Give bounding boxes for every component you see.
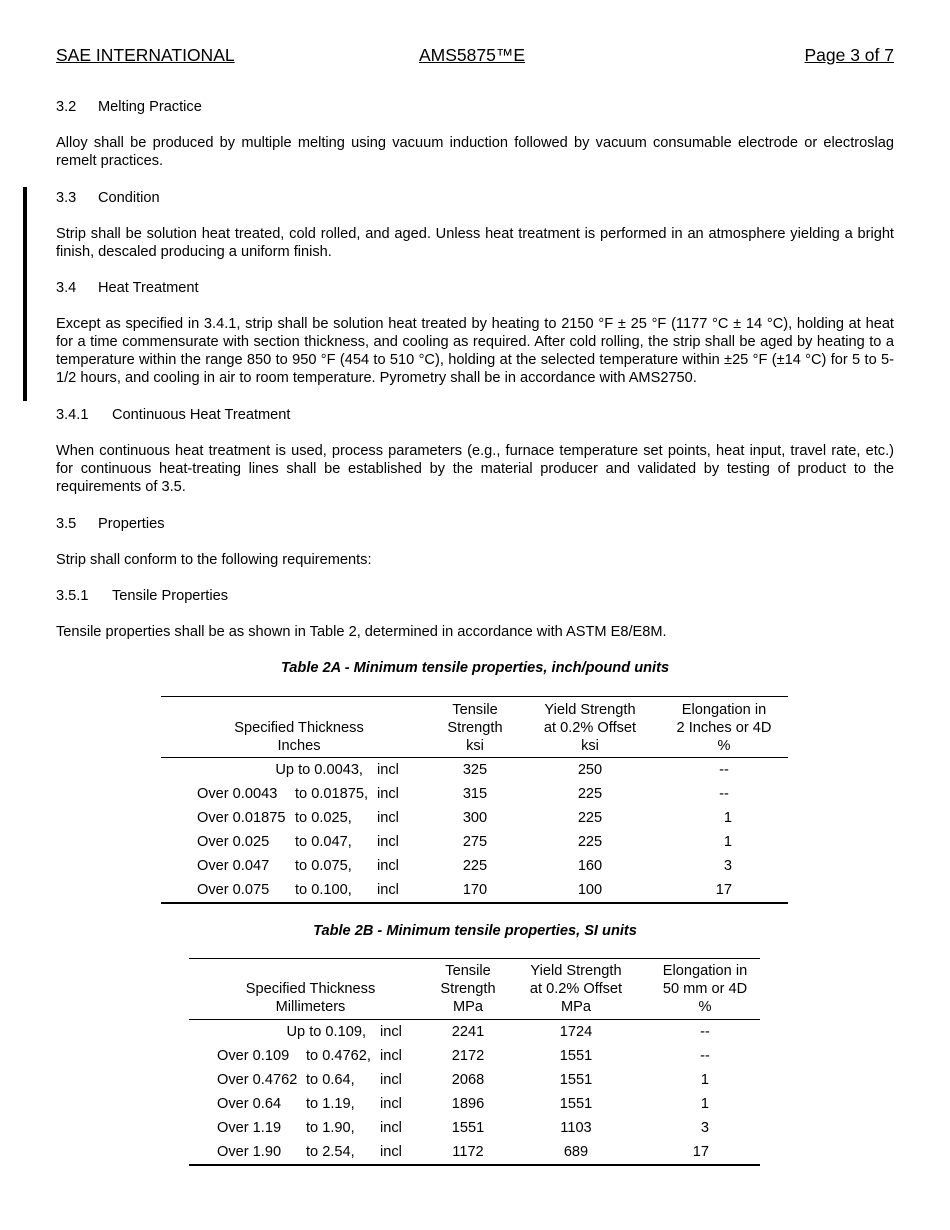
section-paragraph: Except as specified in 3.4.1, strip shall be solution heat treated by heating to 2150 °F ± 25 °F (1177 °C ± 14 °C), holding at heat for a time commensurate with section thickness, and cooling as required. After cold rolling, the strip shall be aged by heating to a temperature within the range 850 to 950 °F (454 to 510 °C), holding at the selected temperature within ±25 °F (±14 °C) for 5 to 5-1/2 hours, and cooling in air to room temperature. Pyrometry shall be in accordance with AMS2750.: [56, 316, 894, 386]
column-header: ksi: [581, 738, 599, 754]
section-number: 3.5.1: [56, 588, 89, 604]
thickness-incl: incl: [377, 762, 399, 778]
thickness-incl: incl: [377, 858, 399, 874]
column-header: Yield Strength: [544, 702, 636, 718]
section-number: 3.5: [56, 516, 77, 532]
thickness-to: to 0.01875,: [295, 786, 369, 802]
column-header: Strength: [440, 981, 496, 997]
table-caption: Table 2B - Minimum tensile properties, SI units: [313, 923, 637, 939]
yield-strength-cell: 100: [577, 882, 603, 898]
column-header: Elongation in: [662, 963, 748, 979]
elongation-cell: 1: [723, 834, 732, 850]
section-paragraph: Strip shall be solution heat treated, cold rolled, and aged. Unless heat treatment is performed in an atmosphere yielding a bright finish, descaled producing a uniform finish.: [56, 226, 894, 260]
thickness-to: to 0.64,: [306, 1072, 355, 1088]
section-paragraph: Alloy shall be produced by multiple melting using vacuum induction followed by vacuum consumable electrode or electroslag remelt practices.: [56, 135, 894, 169]
tensile-strength-cell: 275: [462, 834, 488, 850]
yield-strength-cell: 225: [577, 810, 603, 826]
section-heading: Tensile Properties: [112, 588, 228, 604]
column-header: Tensile: [445, 963, 491, 979]
section-heading: Condition: [98, 190, 160, 206]
yield-strength-cell: 1551: [559, 1072, 593, 1088]
column-header: %: [717, 738, 731, 754]
section-number: 3.4: [56, 280, 77, 296]
table-bottom-rule: [189, 1164, 760, 1166]
tensile-strength-cell: 1172: [452, 1144, 484, 1160]
thickness-from: Over 0.025: [197, 834, 270, 850]
thickness-from: Over 0.64: [217, 1096, 282, 1112]
column-header: Yield Strength: [530, 963, 622, 979]
elongation-cell: 1: [700, 1096, 709, 1112]
thickness-from: Over 0.01875: [197, 810, 286, 826]
column-header: Millimeters: [275, 999, 346, 1015]
thickness-from: Over 0.047: [197, 858, 270, 874]
thickness-from: Over 0.4762: [217, 1072, 298, 1088]
column-header: 50 mm or 4D: [662, 981, 748, 997]
yield-strength-cell: 1551: [559, 1048, 593, 1064]
thickness-incl: incl: [380, 1120, 402, 1136]
thickness-incl: incl: [380, 1072, 402, 1088]
table-caption: Table 2A - Minimum tensile properties, inch/pound units: [280, 660, 670, 676]
thickness-to: to 1.19,: [306, 1096, 355, 1112]
table-top-rule: [189, 958, 760, 959]
yield-strength-cell: 250: [577, 762, 603, 778]
thickness-from: Over 1.90: [217, 1144, 282, 1160]
header-org: SAE INTERNATIONAL: [56, 45, 235, 65]
section-heading: Properties: [98, 516, 165, 532]
table-header-rule: [189, 1019, 760, 1020]
section-number: 3.3: [56, 190, 77, 206]
column-header: Tensile: [452, 702, 498, 718]
section-paragraph: When continuous heat treatment is used, process parameters (e.g., furnace temperature set points, heat input, travel rate, etc.) for continuous heat-treating lines shall be established by the material producer and validated by testing of product to the requirements of 3.5.: [56, 443, 894, 495]
tensile-strength-cell: 2241: [451, 1024, 485, 1040]
section-paragraph: Tensile properties shall be as shown in Table 2, determined in accordance with ASTM E8/E8M.: [56, 624, 667, 640]
section-number: 3.4.1: [56, 407, 89, 423]
header-doc-id: AMS5875™E: [419, 45, 526, 65]
section-heading: Melting Practice: [98, 99, 202, 115]
elongation-cell: 3: [723, 858, 732, 874]
thickness-to: to 0.4762,: [306, 1048, 371, 1064]
yield-strength-cell: 1724: [559, 1024, 593, 1040]
thickness-from: Over 0.0043: [197, 786, 278, 802]
column-header: MPa: [560, 999, 591, 1015]
column-header: at 0.2% Offset: [529, 981, 623, 997]
thickness-incl: incl: [380, 1024, 402, 1040]
section-heading: Heat Treatment: [98, 280, 199, 296]
thickness-to: to 0.100,: [295, 882, 352, 898]
elongation-cell: 17: [692, 1144, 709, 1160]
tensile-strength-cell: 1551: [451, 1120, 485, 1136]
elongation-cell: --: [719, 786, 729, 802]
yield-strength-cell: 689: [563, 1144, 589, 1160]
elongation-cell: 1: [700, 1072, 709, 1088]
header-page-number: Page 3 of 7: [804, 45, 894, 65]
elongation-cell: --: [700, 1024, 710, 1040]
thickness-to: to 0.075,: [295, 858, 352, 874]
thickness-to: to 1.90,: [306, 1120, 355, 1136]
section-paragraph: Strip shall conform to the following requirements:: [56, 552, 372, 568]
thickness-to: Up to 0.109,: [286, 1024, 366, 1040]
tensile-strength-cell: 170: [462, 882, 488, 898]
elongation-cell: --: [719, 762, 729, 778]
elongation-cell: 17: [715, 882, 732, 898]
tensile-strength-cell: 2172: [451, 1048, 485, 1064]
column-header: %: [698, 999, 712, 1015]
thickness-incl: incl: [380, 1096, 402, 1112]
tensile-strength-cell: 225: [462, 858, 488, 874]
column-header: Elongation in: [681, 702, 767, 718]
thickness-from: Over 0.109: [217, 1048, 290, 1064]
column-header: Specified Thickness: [245, 981, 376, 997]
section-number: 3.2: [56, 99, 77, 115]
thickness-incl: incl: [377, 786, 399, 802]
thickness-to: Up to 0.0043,: [275, 762, 363, 778]
thickness-incl: incl: [377, 834, 399, 850]
column-header: ksi: [466, 738, 484, 754]
thickness-to: to 0.025,: [295, 810, 352, 826]
column-header: MPa: [452, 999, 483, 1015]
column-header: Inches: [277, 738, 321, 754]
yield-strength-cell: 160: [577, 858, 603, 874]
yield-strength-cell: 1103: [560, 1120, 592, 1136]
thickness-incl: incl: [377, 810, 399, 826]
thickness-incl: incl: [377, 882, 399, 898]
thickness-from: Over 1.19: [217, 1120, 282, 1136]
tensile-strength-cell: 2068: [451, 1072, 485, 1088]
tensile-strength-cell: 325: [462, 762, 488, 778]
column-header: at 0.2% Offset: [543, 720, 637, 736]
tensile-strength-cell: 1896: [451, 1096, 485, 1112]
elongation-cell: --: [700, 1048, 710, 1064]
column-header: 2 Inches or 4D: [676, 720, 772, 736]
elongation-cell: 1: [723, 810, 732, 826]
tensile-strength-cell: 315: [462, 786, 488, 802]
section-heading: Continuous Heat Treatment: [112, 407, 291, 423]
column-header: Specified Thickness: [234, 720, 364, 736]
yield-strength-cell: 225: [577, 834, 603, 850]
thickness-incl: incl: [380, 1144, 402, 1160]
yield-strength-cell: 1551: [559, 1096, 593, 1112]
thickness-from: Over 0.075: [197, 882, 270, 898]
column-header: Strength: [447, 720, 503, 736]
yield-strength-cell: 225: [577, 786, 603, 802]
elongation-cell: 3: [700, 1120, 709, 1136]
tensile-strength-cell: 300: [462, 810, 488, 826]
thickness-to: to 0.047,: [295, 834, 352, 850]
thickness-incl: incl: [380, 1048, 402, 1064]
thickness-to: to 2.54,: [306, 1144, 355, 1160]
